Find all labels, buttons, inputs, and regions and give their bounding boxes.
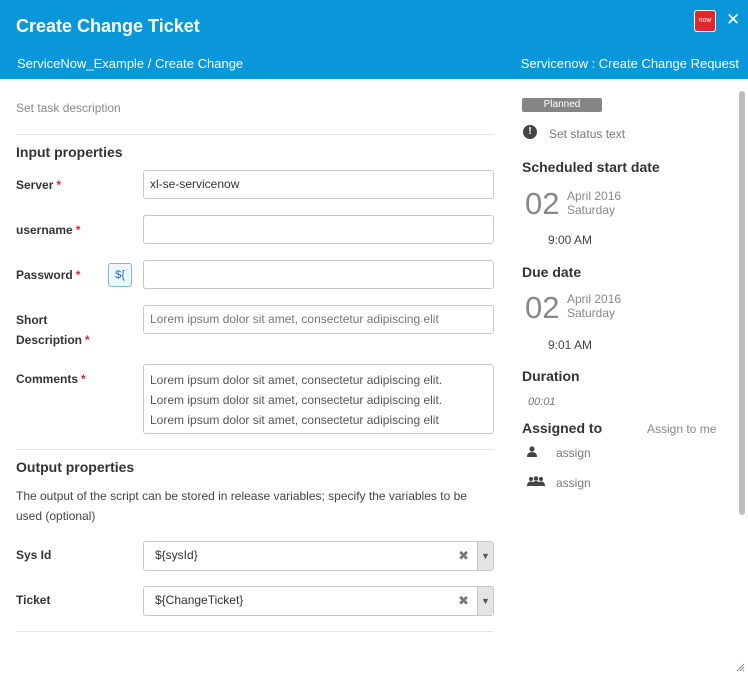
- duration-value[interactable]: 00:01: [528, 396, 556, 408]
- short-description-label-line1: Short: [16, 313, 48, 327]
- divider: [16, 631, 494, 632]
- required-mark: *: [75, 268, 81, 282]
- required-mark: *: [85, 333, 90, 347]
- ticket-select[interactable]: [143, 586, 494, 616]
- scheduled-start-time[interactable]: 9:00 AM: [548, 233, 593, 247]
- duration-title: Duration: [522, 368, 580, 384]
- team-icon: [527, 476, 545, 489]
- password-label-text: Password: [16, 268, 73, 282]
- short-description-label: [16, 310, 90, 350]
- chevron-down-icon[interactable]: ▼: [477, 542, 493, 570]
- comments-line: Lorem ipsum dolor sit amet, consectetur adipiscing elit.: [150, 373, 443, 387]
- due-date-month: April 2016: [567, 292, 622, 306]
- server-label: [16, 175, 61, 195]
- sys-id-label: Sys Id: [16, 548, 52, 562]
- status-badge[interactable]: Planned: [522, 98, 602, 112]
- sys-id-select[interactable]: [143, 541, 494, 571]
- ticket-value: ${ChangeTicket}: [155, 593, 244, 607]
- server-label-text: Server: [16, 178, 54, 192]
- scheduled-start-title: Scheduled start date: [522, 159, 660, 175]
- scrollbar[interactable]: [738, 79, 746, 657]
- assign-to-me-link[interactable]: Assign to me: [647, 422, 717, 436]
- close-icon[interactable]: ✕: [726, 10, 741, 29]
- comments-label-text: Comments: [16, 372, 79, 386]
- resize-handle-icon[interactable]: [735, 662, 745, 675]
- scheduled-start-day[interactable]: 02: [525, 186, 560, 221]
- task-type: Servicenow : Create Change Request: [520, 56, 739, 71]
- dialog-header: [0, 0, 748, 79]
- scheduled-start-month: April 2016: [567, 189, 622, 203]
- username-label: [16, 220, 80, 240]
- output-properties-title: Output properties: [16, 459, 135, 475]
- task-description-field[interactable]: Set task description: [16, 101, 121, 115]
- ticket-label: Ticket: [16, 593, 51, 607]
- divider: [16, 449, 494, 450]
- short-description-input[interactable]: Lorem ipsum dolor sit amet, consectetur adipiscing elit: [143, 305, 494, 334]
- assign-team-field[interactable]: assign: [556, 476, 591, 490]
- assign-user-field[interactable]: assign: [556, 446, 591, 460]
- required-mark: *: [75, 223, 81, 237]
- user-icon: [527, 446, 537, 460]
- username-input[interactable]: [143, 215, 494, 244]
- clear-icon[interactable]: ✖: [458, 548, 469, 563]
- sys-id-value: ${sysId}: [155, 548, 198, 562]
- short-description-label-line2: Description: [16, 333, 83, 347]
- status-text-field[interactable]: Set status text: [549, 127, 626, 141]
- due-date-day[interactable]: 02: [525, 290, 560, 325]
- servicenow-logo: now: [694, 10, 716, 32]
- server-input[interactable]: xl-se-servicenow: [143, 170, 494, 199]
- comments-textarea[interactable]: [143, 364, 494, 434]
- password-label: [16, 265, 80, 285]
- required-mark: *: [81, 372, 86, 386]
- variable-toggle-button[interactable]: ${: [108, 263, 132, 287]
- due-date-weekday: Saturday: [567, 306, 616, 320]
- assigned-to-title: Assigned to: [522, 420, 603, 436]
- divider: [16, 134, 494, 135]
- due-date-title: Due date: [522, 264, 582, 280]
- dialog-title: Create Change Ticket: [16, 16, 200, 36]
- comments-line: Lorem ipsum dolor sit amet, consectetur adipiscing elit: [150, 413, 439, 427]
- alert-icon: !: [523, 125, 537, 139]
- output-help-text: The output of the script can be stored in release variables; specify the variables to be used (optional): [16, 489, 467, 523]
- comments-line: Lorem ipsum dolor sit amet, consectetur adipiscing elit.: [150, 393, 443, 407]
- password-input[interactable]: [143, 260, 494, 289]
- breadcrumb[interactable]: ServiceNow_Example / Create Change: [17, 56, 244, 71]
- clear-icon[interactable]: ✖: [458, 593, 469, 608]
- required-mark: *: [56, 178, 62, 192]
- scheduled-start-weekday: Saturday: [567, 203, 616, 217]
- chevron-down-icon[interactable]: ▼: [477, 587, 493, 615]
- username-label-text: username: [16, 223, 73, 237]
- due-date-time[interactable]: 9:01 AM: [548, 338, 593, 352]
- scrollbar-thumb[interactable]: [739, 91, 745, 515]
- comments-label: [16, 369, 86, 389]
- input-properties-title: Input properties: [16, 144, 123, 160]
